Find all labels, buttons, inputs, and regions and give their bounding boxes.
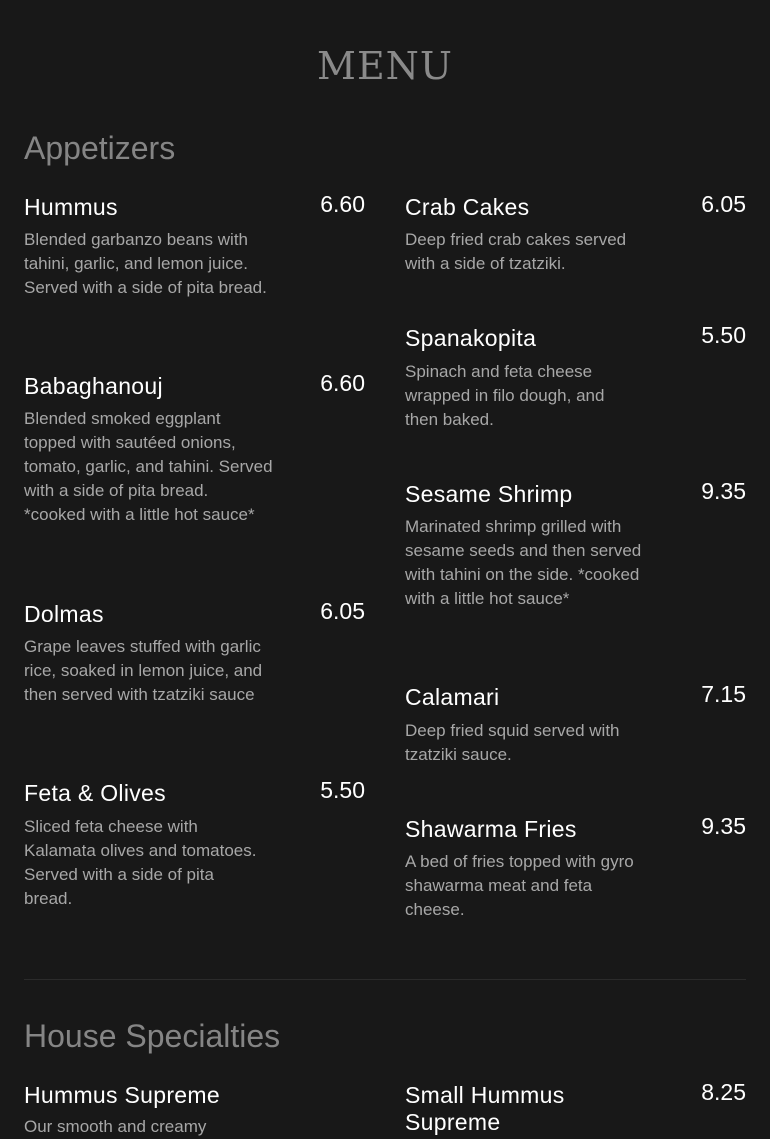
item-price: 6.05 xyxy=(320,598,365,624)
item-price: 6.60 xyxy=(320,191,365,217)
item-name: Shawarma Fries xyxy=(405,816,577,842)
item-price: 5.50 xyxy=(701,322,746,348)
item-name: Hummus xyxy=(24,194,118,220)
item-price: 9.35 xyxy=(701,478,746,504)
item-name: Calamari xyxy=(405,684,500,710)
item-price: 9.35 xyxy=(701,813,746,839)
item-name: Small Hummus Supreme xyxy=(405,1082,565,1135)
item-name: Dolmas xyxy=(24,601,104,627)
item-description: Our smooth and creamy xyxy=(24,1117,207,1136)
item-description: A bed of fries topped with gyro shawarma meat and feta cheese. xyxy=(405,852,634,919)
item-description: Sliced feta cheese with Kalamata olives and tomatoes. Served with a side of pita bread. xyxy=(24,817,257,908)
item-description: Blended garbanzo beans with tahini, garlic, and lemon juice. Served with a side of pita bread. xyxy=(24,230,267,297)
item-price: 5.50 xyxy=(320,777,365,803)
section-heading-house-specialties: House Specialties xyxy=(24,1018,281,1054)
item-description: Deep fried crab cakes served with a side of tzatziki. xyxy=(405,230,627,273)
item-name: Hummus Supreme xyxy=(24,1082,220,1108)
section-heading-appetizers: Appetizers xyxy=(24,130,176,166)
item-price: 7.15 xyxy=(701,681,746,707)
item-name: Spanakopita xyxy=(405,325,537,351)
item-price: 6.05 xyxy=(701,191,746,217)
item-name: Sesame Shrimp xyxy=(405,481,573,507)
item-name: Crab Cakes xyxy=(405,194,530,220)
item-description: Marinated shrimp grilled with sesame seeds and then served with tahini on the side. *cooked with a little hot sauce* xyxy=(405,517,642,608)
item-description: Grape leaves stuffed with garlic rice, soaked in lemon juice, and then served with tzatziki sauce xyxy=(24,637,263,704)
item-description: Spinach and feta cheese wrapped in filo dough, and then baked. xyxy=(405,362,605,429)
section-divider xyxy=(24,979,746,980)
item-description: Blended smoked eggplant topped with sautéed onions, tomato, garlic, and tahini. Served with a side of pita bread. *cooked with a little hot sauce* xyxy=(24,409,273,524)
item-name: Feta & Olives xyxy=(24,780,166,806)
item-description: Deep fried squid served with tzatziki sauce. xyxy=(405,721,620,764)
item-price: 6.60 xyxy=(320,370,365,396)
item-name: Babaghanouj xyxy=(24,373,163,399)
menu-title: MENU xyxy=(317,44,453,88)
item-price: 8.25 xyxy=(701,1079,746,1105)
